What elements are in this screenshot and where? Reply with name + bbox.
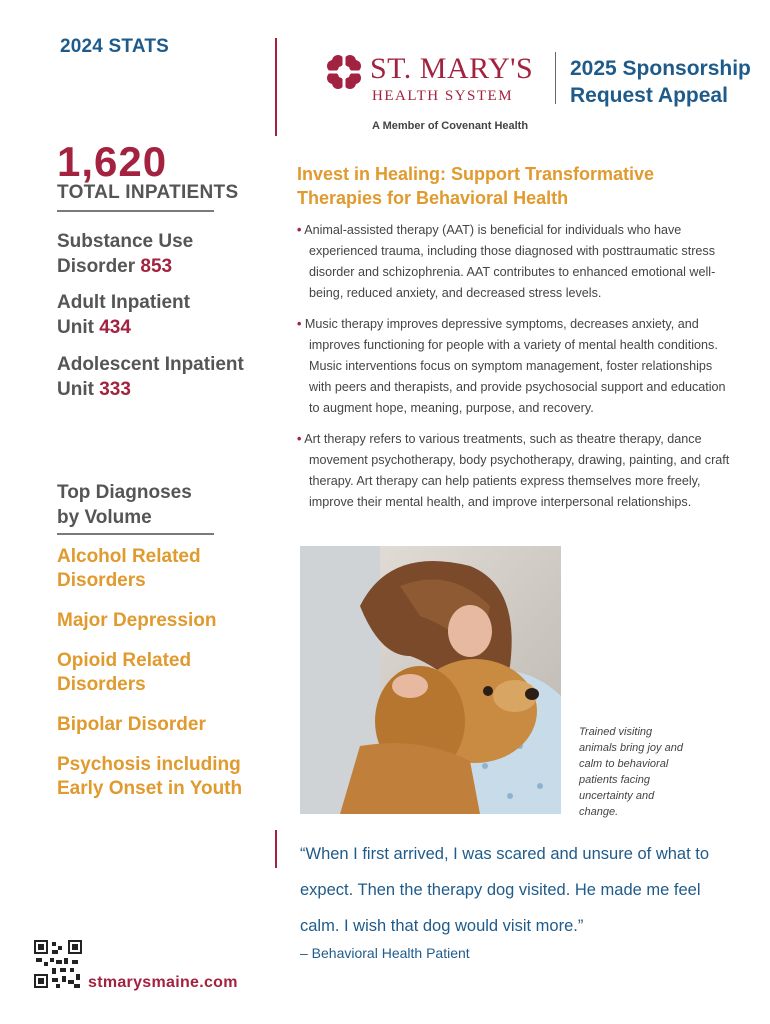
qr-code-icon[interactable]	[34, 940, 82, 988]
diagnosis-item: Opioid Related Disorders	[57, 650, 192, 695]
bullet-dot-icon: •	[297, 223, 302, 237]
divider-rule	[57, 210, 214, 212]
bullet-dot-icon: •	[297, 317, 302, 331]
divider-rule	[57, 533, 214, 535]
stat-value: 434	[99, 317, 131, 338]
quatrefoil-cross-logo-icon	[322, 50, 366, 94]
stat-value: 333	[99, 379, 131, 400]
column-divider	[275, 830, 277, 868]
bullet-item: • Art therapy refers to various treatments, such as theatre therapy, dance movement psychotherapy, body psychotherapy, drawing, painting, and craft therapy. Art therapy can help patients express themselves more freely, improve their mental health, and improve interpersonal relationships.	[297, 432, 730, 509]
total-inpatients-number: 1,620	[57, 138, 168, 185]
therapy-dog-photo	[300, 546, 561, 814]
logo-title: ST. MARY'S	[370, 52, 534, 85]
woman-hugging-dog-image	[300, 546, 561, 814]
therapy-bullets	[297, 220, 737, 523]
logo-subtitle: HEALTH SYSTEM	[372, 88, 514, 104]
diagnoses-list	[57, 545, 267, 817]
website-link[interactable]: stmarysmaine.com	[88, 974, 238, 991]
stats-heading: 2024 STATS	[60, 36, 170, 57]
header-divider	[555, 52, 556, 104]
diagnosis-item: Bipolar Disorder	[57, 714, 206, 735]
stat-value: 853	[140, 256, 173, 277]
stat-adolescent-inpatient: Adolescent Inpatient Unit 333	[57, 354, 244, 400]
bullet-item: • Animal-assisted therapy (AAT) is beneficial for individuals who have experienced trauma, including those diagnosed with posttraumatic stress disorder and schizophrenia. AAT contributes to enhanced emotional well-being, reduced anxiety, and decreased stress levels.	[297, 223, 716, 300]
member-line: A Member of Covenant Health	[372, 120, 529, 132]
diagnosis-item: Alcohol Related Disorders	[57, 546, 201, 591]
bullet-dot-icon: •	[297, 432, 302, 446]
stat-substance-use: Substance Use Disorder 853	[57, 231, 194, 277]
invest-headline: Invest in Healing: Support Transformative Therapies for Behavioral Health	[297, 164, 655, 208]
diagnosis-item: Psychosis including Early Onset in Youth	[57, 754, 243, 799]
column-divider	[275, 38, 277, 136]
quote-attribution: – Behavioral Health Patient	[300, 945, 470, 961]
patient-quote: “When I first arrived, I was scared and unsure of what to expect. Then the therapy dog visited. He made me feel calm. I wish that dog would visit more.”	[300, 845, 710, 935]
stat-adult-inpatient: Adult Inpatient Unit 434	[57, 292, 190, 338]
total-inpatients-label: TOTAL INPATIENTS	[57, 182, 239, 203]
photo-caption: Trained visiting animals bring joy and calm to behavioral patients facing uncertainty and change.	[579, 726, 683, 818]
diagnosis-item: Major Depression	[57, 610, 217, 631]
bullet-item: • Music therapy improves depressive symptoms, decreases anxiety, and improves functioning for people with a variety of mental health conditions. Music interventions focus on symptom management, foster relationships with peers and therapists, and provide psychosocial support and education to augment hope, meaning, purpose, and recovery.	[297, 317, 726, 415]
diagnoses-title: Top Diagnoses by Volume	[57, 482, 192, 528]
appeal-title: 2025 Sponsorship Request Appeal	[570, 57, 751, 107]
